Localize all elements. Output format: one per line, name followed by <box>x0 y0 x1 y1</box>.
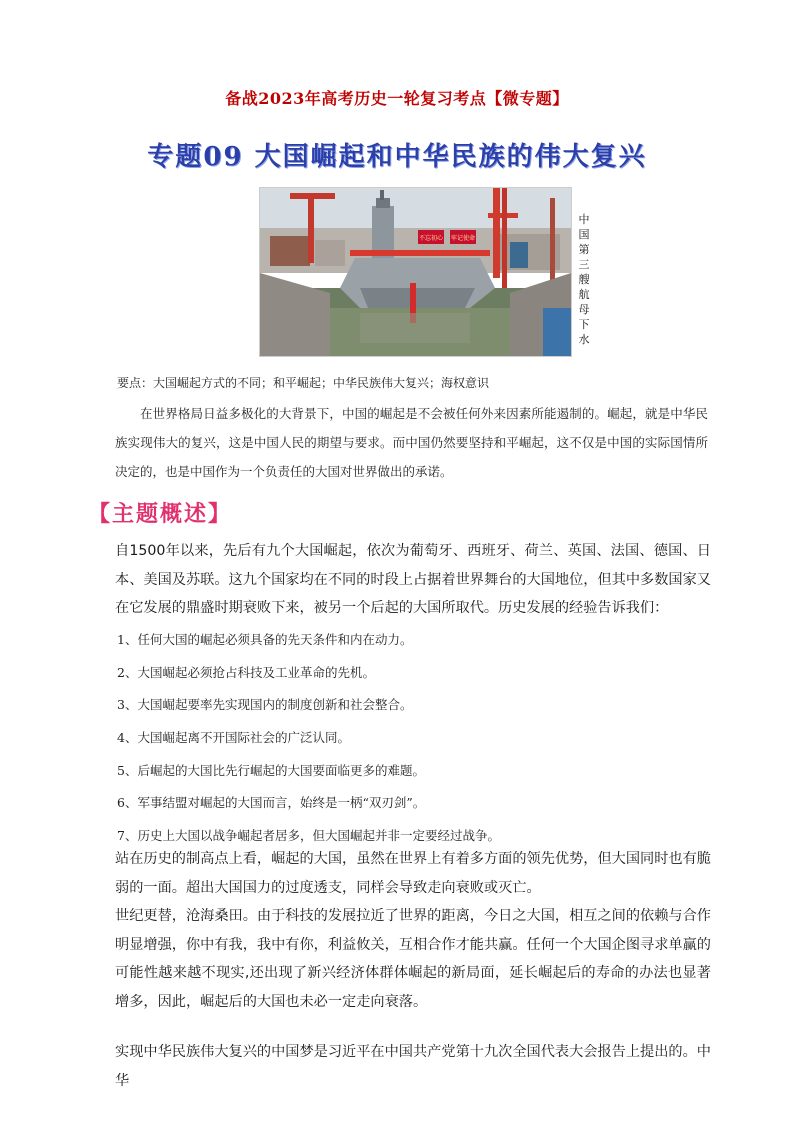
lessons-list <box>117 630 713 859</box>
page-title: 专题09 大国崛起和中华民族的伟大复兴 <box>147 142 647 172</box>
banner-right-text: 牢记使命 <box>450 235 476 242</box>
list-item: 6、军事结盟对崛起的大国而言，始终是一柄“双刃剑”。 <box>117 795 426 811</box>
list-item: 7、历史上大国以战争崛起者居多，但大国崛起并非一定要经过战争。 <box>117 828 500 844</box>
paragraph-4: 实现中华民族伟大复兴的中国梦是习近平在中国共产党第十九次全国代表大会报告上提出的。中华 <box>115 1044 711 1089</box>
key-points: 要点：大国崛起方式的不同；和平崛起；中华民族伟大复兴；海权意识 <box>117 376 490 390</box>
document-header: 备战2023年高考历史一轮复习考点【微专题】 <box>225 89 569 108</box>
list-item: 4、大国崛起离不开国际社会的广泛认同。 <box>117 730 350 746</box>
section-title-overview: 【主题概述】 <box>88 502 233 527</box>
paragraph-3: 世纪更替，沧海桑田。由于科技的发展拉近了世界的距离，今日之大国，相互之间的依赖与合作明显增强，你中有我，我中有你，利益攸关，互相合作才能共赢。任何一个大国企图寻求单赢的可能性越来越不现实,还出现了新兴经济体群体崛起的新局面，延长崛起后的寿命的办法也显著增多，因此，崛起后的大国也未必一定走向衰落。 <box>115 908 711 1010</box>
paragraph-2: 站在历史的制高点上看，崛起的大国，虽然在世界上有着多方面的领先优势，但大国同时也有脆弱的一面。超出大国国力的过度透支，同样会导致走向衰败或灭亡。 <box>115 851 711 896</box>
list-item: 5、后崛起的大国比先行崛起的大国要面临更多的难题。 <box>117 762 425 778</box>
intro-paragraph: 在世界格局日益多极化的大背景下，中国的崛起是不会被任何外来因素所能遏制的。崛起，就是中华民族实现伟大的复兴，这是中国人民的期望与要求。而中国仍然要坚持和平崛起，这不仅是中国的实际国情所决定的，也是中国作为一个负责任的大国对世界做出的承诺。 <box>115 406 708 479</box>
list-item: 2、大国崛起必须抢占科技及工业革命的先机。 <box>117 664 375 680</box>
list-item: 3、大国崛起要率先实现国内的制度创新和社会整合。 <box>117 697 413 713</box>
photo-caption: 中国第三艘航母下水 <box>578 213 590 346</box>
list-item: 1、任何大国的崛起必须具备的先天条件和内在动力。 <box>117 632 413 647</box>
paragraph-1: 自1500年以来，先后有九个大国崛起，依次为葡萄牙、西班牙、荷兰、英国、法国、德国、日本、美国及苏联。这九个国家均在不同的时段上占据着世界舞台的大国地位，但其中多数国家又在它发展的鼎盛时期衰败下来，被另一个后起的大国所取代。历史发展的经验告诉我们： <box>115 543 711 616</box>
banner-left-text: 不忘初心 <box>418 235 444 242</box>
aircraft-carrier-photo <box>259 187 572 357</box>
